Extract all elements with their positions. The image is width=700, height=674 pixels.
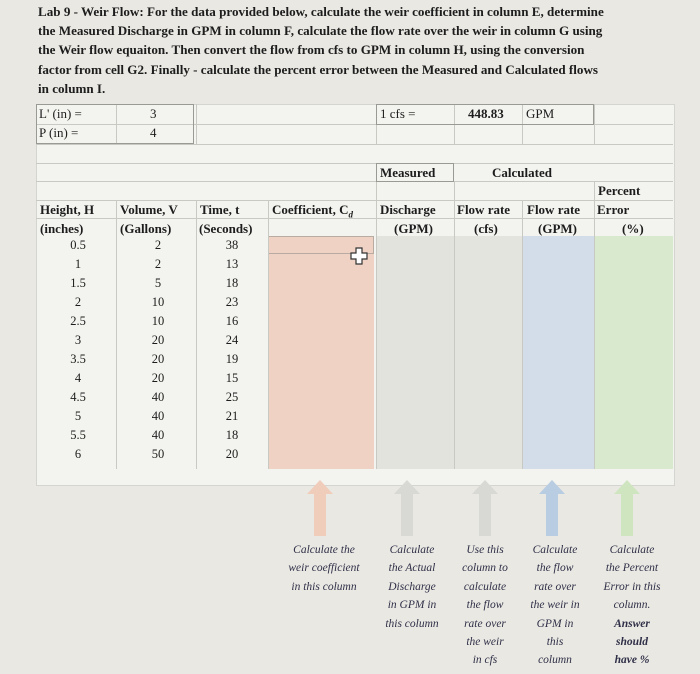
note-line: this	[546, 636, 564, 649]
note-line-bold: Answer	[614, 617, 650, 630]
height-cell[interactable]: 2.5	[70, 314, 86, 328]
instruction-line-4: factor from cell G2. Finally - calculate the percent error between the Measured and Calculated flows	[38, 61, 599, 77]
volume-cell[interactable]: 40	[151, 409, 165, 423]
time-cell[interactable]: 21	[225, 409, 239, 423]
height-cell[interactable]: 2	[74, 295, 82, 309]
discharge-header: Discharge	[380, 202, 436, 217]
time-cell[interactable]: 19	[225, 352, 239, 366]
note-coefficient	[276, 541, 372, 596]
volume-cell[interactable]: 10	[151, 314, 165, 328]
flow-gpm-column[interactable]	[522, 236, 594, 469]
percent-header: Percent	[598, 183, 641, 198]
instruction-line-1: Lab 9 - Weir Flow: For the data provided below, calculate the weir coefficient in column E, determine	[38, 4, 604, 19]
flow-cfs-unit: (cfs)	[474, 221, 498, 236]
volume-cell[interactable]: 20	[151, 371, 165, 385]
volume-cell[interactable]: 10	[151, 295, 165, 309]
note-line: in cfs	[472, 654, 498, 667]
height-cell[interactable]: 1	[74, 257, 82, 271]
measured-header: Measured	[380, 165, 436, 180]
height-cell[interactable]: 5.5	[70, 428, 86, 442]
volume-header: Volume, V	[120, 202, 178, 217]
param-p-label: P (in) =	[39, 125, 79, 140]
time-cell[interactable]: 20	[225, 447, 239, 461]
volume-cell[interactable]: 40	[151, 390, 165, 404]
height-cell[interactable]: 3	[74, 333, 82, 347]
note-discharge	[372, 541, 452, 633]
volume-cell[interactable]: 2	[154, 257, 162, 271]
time-unit: (Seconds)	[199, 221, 253, 236]
cell-cursor-icon	[350, 247, 368, 265]
time-cell[interactable]: 13	[225, 257, 239, 271]
coefficient-header	[272, 202, 353, 220]
note-line: Calculate	[609, 544, 655, 556]
volume-cell[interactable]: 20	[151, 352, 165, 366]
height-header	[40, 202, 94, 218]
note-line: the weir	[466, 636, 504, 649]
instruction-line-3: the Weir flow equaiton. Then convert the flow from cfs to GPM in column H, using the conversion	[38, 42, 585, 58]
note-line: calculate	[463, 580, 507, 593]
time-cell[interactable]: 18	[225, 428, 239, 442]
note-line: this column	[385, 617, 439, 630]
flow-cfs-header: Flow rate	[457, 202, 511, 217]
discharge-column[interactable]	[376, 236, 454, 469]
volume-cell[interactable]: 2	[154, 238, 162, 252]
height-cell[interactable]: 0.5	[70, 238, 86, 252]
height-header-text: Height, H	[40, 202, 95, 217]
note-error	[590, 541, 674, 670]
height-cell[interactable]: 4.5	[70, 390, 86, 404]
note-line: the flow	[536, 562, 574, 575]
note-line: weir coefficient	[288, 562, 360, 575]
cfs-label: 1 cfs =	[380, 106, 416, 121]
volume-unit: (Gallons)	[120, 221, 172, 236]
instructions	[38, 2, 678, 98]
calculated-header: Calculated	[492, 165, 552, 180]
time-cell[interactable]: 38	[225, 238, 239, 252]
coefficient-header-text: Coefficient, C	[272, 202, 349, 217]
discharge-unit: (GPM)	[394, 221, 433, 236]
note-line: Discharge	[388, 580, 436, 593]
note-line: column	[538, 654, 572, 667]
height-unit: (inches)	[40, 221, 84, 236]
height-cell[interactable]: 3.5	[70, 352, 86, 366]
note-line: in this column	[291, 580, 357, 593]
height-cell[interactable]: 6	[74, 447, 82, 461]
note-line: the flow	[466, 599, 504, 612]
flow-gpm-header: Flow rate	[527, 202, 581, 217]
cfs-value[interactable]: 448.83	[468, 106, 504, 121]
height-cell[interactable]: 4	[74, 371, 82, 385]
time-cell[interactable]: 16	[225, 314, 239, 328]
flow-gpm-unit: (GPM)	[538, 221, 577, 236]
volume-cell[interactable]: 5	[154, 276, 162, 290]
height-cell[interactable]: 5	[74, 409, 82, 423]
cfs-unit: GPM	[526, 106, 555, 121]
height-cell[interactable]: 1.5	[70, 276, 86, 290]
error-unit: (%)	[622, 221, 644, 236]
note-flow-gpm	[518, 541, 592, 670]
note-line: GPM in	[536, 617, 574, 630]
param-l-label: L' (in) =	[39, 106, 82, 121]
note-flow-cfs	[449, 541, 521, 670]
volume-cell[interactable]: 20	[151, 333, 165, 347]
note-line: Calculate	[389, 544, 435, 556]
time-cell[interactable]: 23	[225, 295, 239, 309]
coefficient-column[interactable]	[268, 236, 374, 469]
note-line: rate over	[534, 580, 576, 593]
note-line: rate over	[464, 617, 506, 630]
note-line: Use this	[466, 544, 504, 556]
time-cell[interactable]: 15	[225, 371, 239, 385]
instruction-line-5: in column I.	[38, 80, 106, 96]
param-p-value: 4	[150, 125, 157, 140]
note-line: Calculate the	[293, 544, 355, 556]
error-column[interactable]	[594, 236, 673, 469]
note-line: in GPM in	[387, 599, 437, 612]
note-line: Calculate	[532, 544, 578, 556]
flow-cfs-column[interactable]	[454, 236, 522, 469]
error-header: Error	[597, 202, 630, 217]
note-line: column.	[613, 599, 651, 612]
param-l-value: 3	[150, 106, 157, 121]
note-line: column to	[462, 562, 508, 575]
volume-cell[interactable]: 40	[151, 428, 165, 442]
note-line-bold: have %	[614, 654, 650, 667]
time-cell[interactable]: 25	[225, 390, 239, 404]
note-line: the Percent	[605, 562, 659, 575]
note-line-bold: should	[616, 636, 648, 649]
coefficient-subscript: d	[348, 209, 354, 220]
note-line: Error in this	[603, 580, 661, 593]
time-cell[interactable]: 24	[225, 333, 239, 347]
instruction-line-2: the Measured Discharge in GPM in column F, calculate the flow rate over the weir in column G using	[38, 23, 603, 39]
volume-cell[interactable]: 50	[151, 447, 165, 461]
note-line: the weir in	[530, 599, 580, 612]
time-cell[interactable]: 18	[225, 276, 239, 290]
time-header: Time, t	[200, 202, 240, 217]
note-line: the Actual	[388, 562, 436, 575]
